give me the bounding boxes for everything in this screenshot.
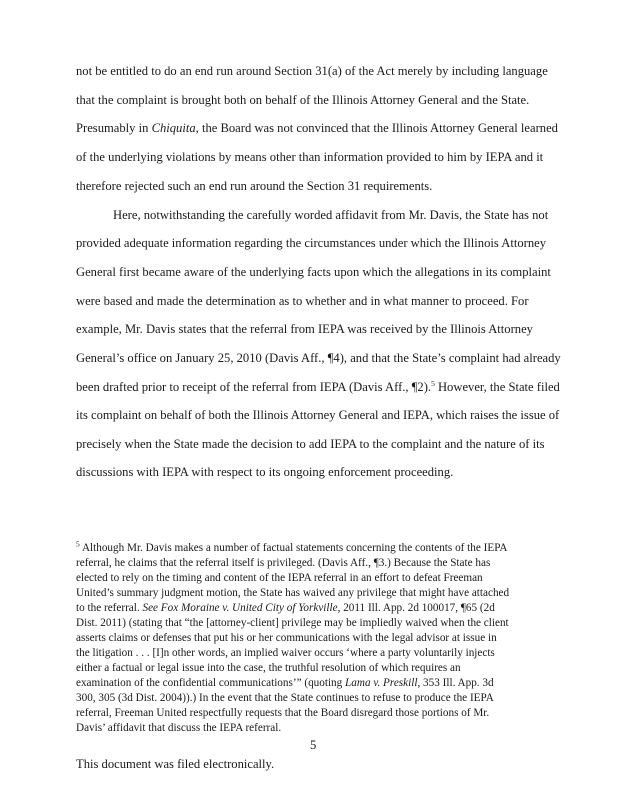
footnote-line: referral, Freeman United respectfully requests that the Board disregard those portions of Mr. <box>76 707 490 719</box>
footnote-line <box>76 539 508 555</box>
text-line: that the complaint is brought both on behalf of the Illinois Attorney General and the State. <box>76 93 530 107</box>
text-run: Presumably in <box>76 121 152 135</box>
text-line: Here, notwithstanding the carefully worded affidavit from Mr. Davis, the State has not <box>113 208 549 222</box>
footnote-line: 300, 305 (3d Dist. 2004)).) In the event that the State continues to refuse to produce the IEPA <box>76 692 494 704</box>
text-line: precisely when the State made the decision to add IEPA to the complaint and the nature of its <box>76 437 545 451</box>
text-run: , 353 Ill. App. 3d <box>417 677 494 689</box>
footnote-line: either a factual or legal issue into the case, the truthful resolution of which requires an <box>76 662 461 674</box>
case-citation: See Fox Moraine v. United City of Yorkville <box>142 602 338 614</box>
case-citation: Lama v. Preskill <box>345 677 418 689</box>
filed-notice: This document was filed electronically. <box>76 757 275 771</box>
text-run: , 2011 Ill. App. 2d 100017, ¶65 (2d <box>337 602 495 614</box>
text-run: , the Board was not convinced that the Illinois Attorney General learned <box>195 121 558 135</box>
text-line: provided adequate information regarding the circumstances under which the Illinois Attorney <box>76 236 547 250</box>
text-line <box>76 121 558 135</box>
text-line: example, Mr. Davis states that the referral from IEPA was received by the Illinois Attorney <box>76 322 533 336</box>
text-line: therefore rejected such an end run around the Section 31 requirements. <box>76 179 433 193</box>
footnote-line: elected to rely on the timing and content of the IEPA referral in an effort to defeat Freeman <box>76 572 483 584</box>
text-run: examination of the confidential communications’” (quoting <box>76 677 346 689</box>
text-line <box>76 380 560 394</box>
footnote-line: Dist. 2011) (stating that “the [attorney-client] privilege may be impliedly waived when the client <box>76 617 509 629</box>
text-line: General’s office on January 25, 2010 (Davis Aff., ¶4), and that the State’s complaint had already <box>76 351 561 365</box>
footnote-line: Davis’ affidavit that discuss the IEPA referral. <box>76 722 282 734</box>
text-line: not be entitled to do an end run around Section 31(a) of the Act merely by including language <box>76 64 548 78</box>
footnote-line <box>76 677 494 690</box>
footnote-marker: 5 <box>76 539 80 549</box>
footnote-line <box>76 602 495 615</box>
text-line: were based and made the determination as to whether and in what manner to proceed. For <box>76 294 529 308</box>
text-run: Although Mr. Davis makes a number of factual statements concerning the contents of the IEPA <box>81 542 508 554</box>
text-run: to the referral. <box>76 602 143 614</box>
footnote-line: the litigation . . . [I]n other words, an implied waiver occurs ‘where a party voluntarily injects <box>76 647 495 659</box>
text-line: General first became aware of the underlying facts upon which the allegations in its complaint <box>76 265 551 279</box>
text-line: its complaint on behalf of both the Illinois Attorney General and IEPA, which raises the issue of <box>76 408 560 422</box>
text-line: discussions with IEPA with respect to its ongoing enforcement proceeding. <box>76 465 454 479</box>
text-line: of the underlying violations by means other than information provided to him by IEPA and it <box>76 150 544 164</box>
footnote-line: referral, he claims that the referral itself is privileged. (Davis Aff., ¶3.) Because the State has <box>76 557 491 569</box>
footnote-line: United’s summary judgment motion, the State has waived any privilege that might have attached <box>76 587 510 599</box>
footnote-line: asserts claims or defenses that put his or her communications with the legal advisor at issue in <box>76 632 497 644</box>
text-run: However, the State filed <box>434 380 560 394</box>
text-run: been drafted prior to receipt of the referral from IEPA (Davis Aff., ¶2). <box>76 380 432 394</box>
page-number: 5 <box>310 738 317 752</box>
case-citation: Chiquita <box>151 121 196 135</box>
footnote-reference[interactable]: 5 <box>431 378 435 388</box>
